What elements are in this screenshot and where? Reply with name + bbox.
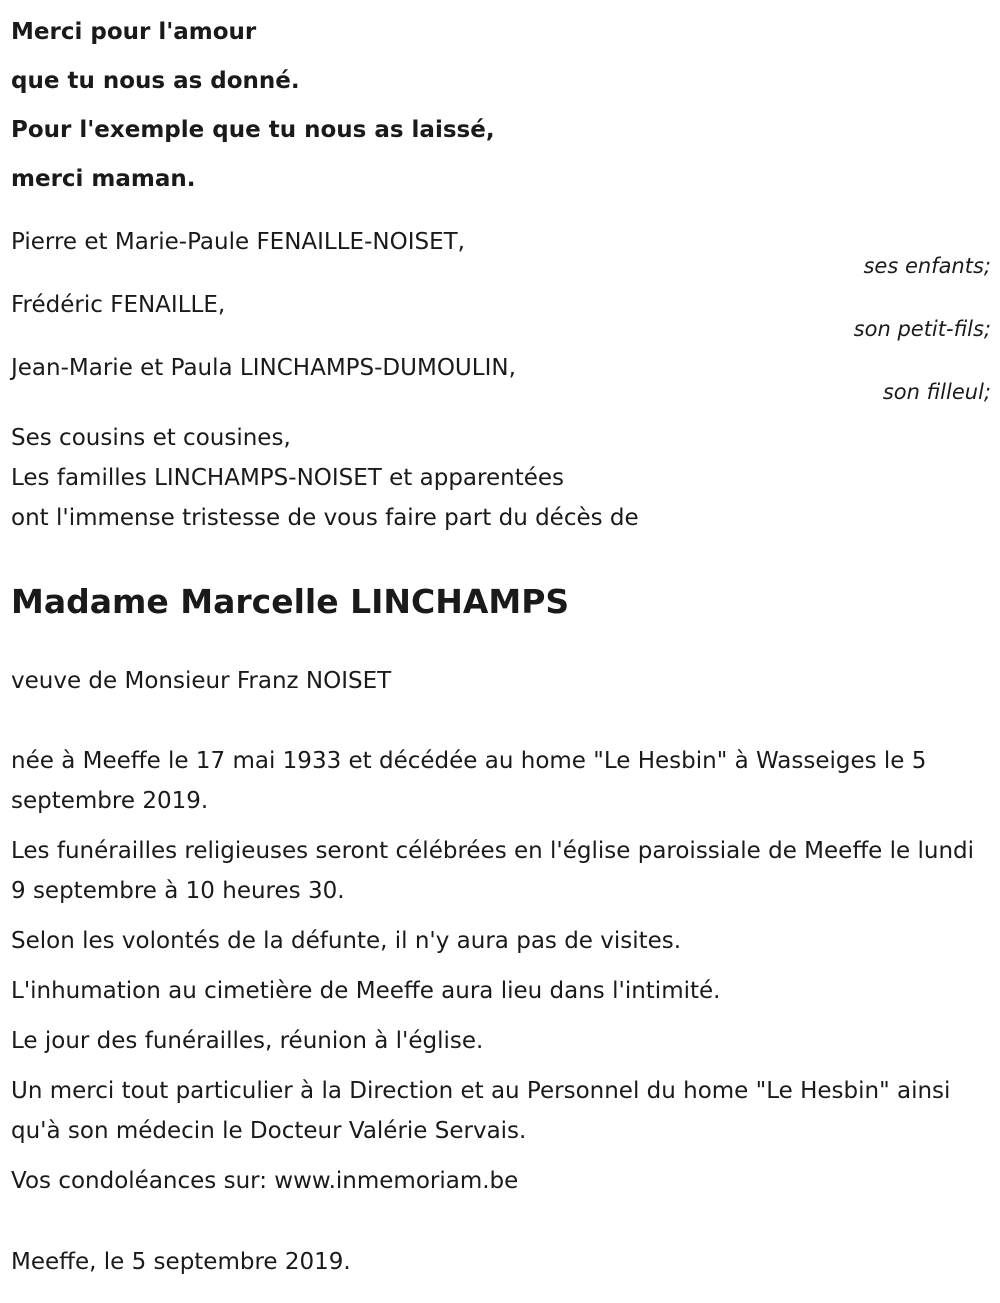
relatives-line: Ses cousins et cousines, [11, 425, 291, 451]
poem-line: que tu nous as donné. [11, 68, 300, 94]
family-entry [11, 290, 991, 353]
detail-paragraph: née à Meeffe le 17 mai 1933 et décédée au home "Le Hesbin" à Wasseiges le 5 septembre 2019. [11, 748, 927, 814]
detail-paragraph: Le jour des funérailles, réunion à l'église. [11, 1028, 484, 1054]
detail-paragraph: Selon les volontés de la défunte, il n'y aura pas de visites. [11, 928, 682, 954]
relatives-announcement [11, 418, 991, 538]
detail-paragraph: Un merci tout particulier à la Direction et au Personnel du home "Le Hesbin" ainsi qu'à son médecin le Docteur Valérie Servais. [11, 1078, 951, 1144]
detail-paragraph: Les funérailles religieuses seront célébrées en l'église paroissiale de Meeffe le lundi 9 septembre à 10 heures 30. [11, 838, 975, 904]
family-member-name: Jean-Marie et Paula LINCHAMPS-DUMOULIN, [11, 355, 516, 381]
family-member-role: ses enfants; [863, 254, 991, 278]
place-date-signoff: Meeffe, le 5 septembre 2019. [11, 1249, 351, 1275]
obituary-notice [11, 0, 991, 1277]
family-member-name: Pierre et Marie-Paule FENAILLE-NOISET, [11, 229, 465, 255]
details-paragraphs [11, 741, 991, 1201]
family-member-role: son filleul; [882, 380, 991, 404]
family-member-role: son petit-fils; [853, 317, 991, 341]
family-member-name: Frédéric FENAILLE, [11, 292, 226, 318]
poem-line: merci maman. [11, 166, 196, 192]
deceased-name: Madame Marcelle LINCHAMPS [11, 582, 570, 621]
relatives-line: Les familles LINCHAMPS-NOISET et apparentées [11, 465, 564, 491]
family-entry [11, 353, 991, 416]
tribute-poem [11, 0, 991, 204]
family-entry [11, 227, 991, 290]
widow-of: veuve de Monsieur Franz NOISET [11, 668, 392, 694]
poem-line: Pour l'exemple que tu nous as laissé, [11, 117, 495, 143]
family-list [11, 227, 991, 416]
relatives-line: ont l'immense tristesse de vous faire part du décès de [11, 505, 639, 531]
detail-paragraph: L'inhumation au cimetière de Meeffe aura lieu dans l'intimité. [11, 978, 721, 1004]
condolences-line: Vos condoléances sur: www.inmemoriam.be [11, 1168, 519, 1194]
poem-line: Merci pour l'amour [11, 19, 257, 45]
